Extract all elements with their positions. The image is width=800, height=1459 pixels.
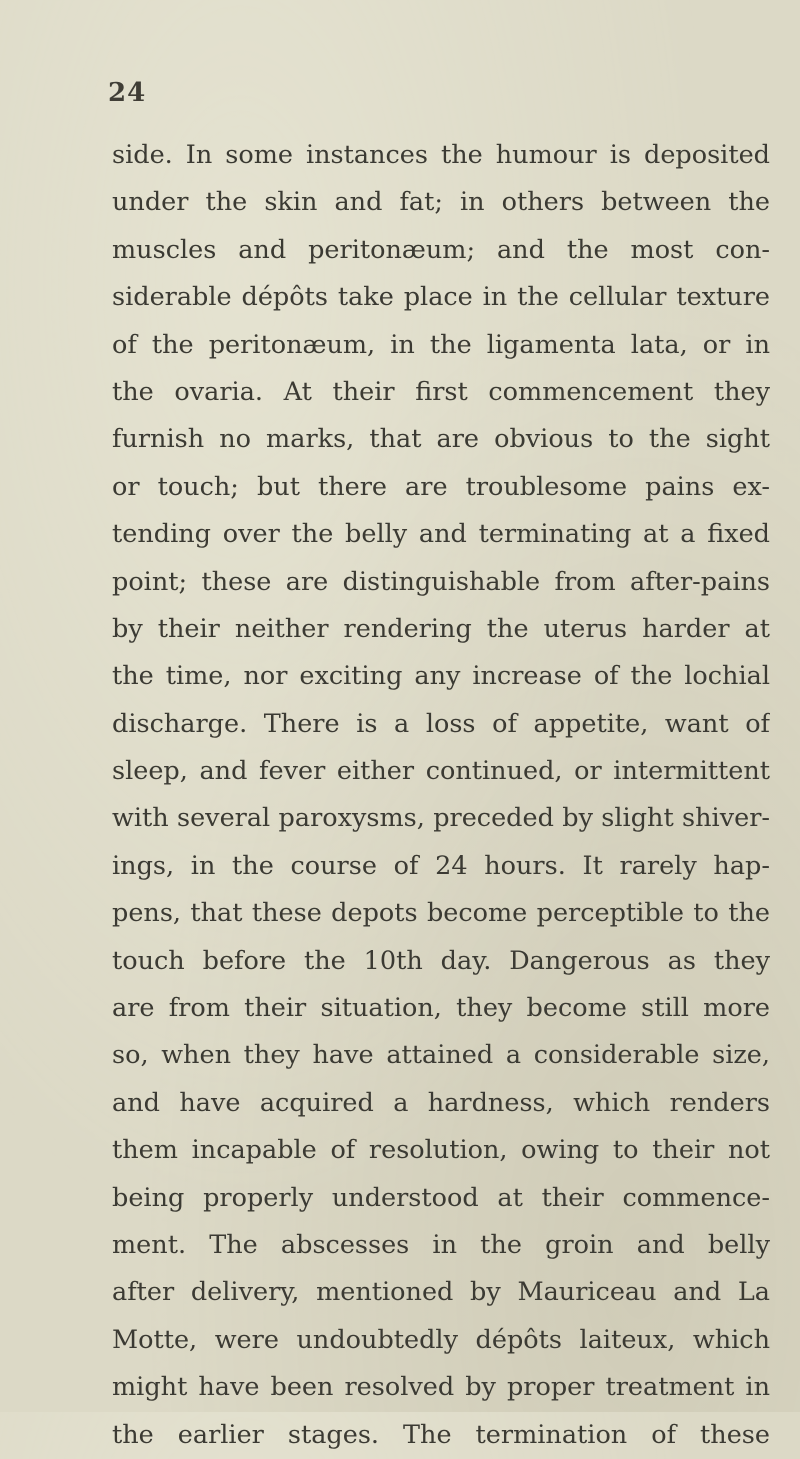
text-line: discharge. There is a loss of appetite, want of: [112, 708, 770, 739]
text-line: being properly understood at their commence-: [112, 1182, 770, 1213]
text-line: side. In some instances the humour is deposited: [112, 140, 770, 170]
text-line: touch before the 10th day. Dangerous as they: [112, 945, 770, 976]
text-line: are from their situation, they become still more: [112, 993, 770, 1024]
text-line: them incapable of resolution, owing to their not: [112, 1135, 770, 1166]
text-line: the ovaria. At their first commencement they: [112, 376, 770, 407]
text-line: by their neither rendering the uterus harder at: [112, 613, 770, 644]
text-line: might have been resolved by proper treatment in: [112, 1372, 770, 1403]
text-line: after delivery, mentioned by Mauriceau and La: [112, 1277, 770, 1308]
text-line: furnish no marks, that are obvious to the sight: [112, 424, 770, 455]
text-line: with several paroxysms, preceded by slight shiver-: [112, 803, 770, 834]
text-line: ings, in the course of 24 hours. It rarely hap-: [112, 850, 770, 881]
text-line: the earlier stages. The termination of these: [112, 1419, 770, 1450]
text-line: pens, that these depots become perceptible to the: [112, 898, 770, 929]
text-line: the time, nor exciting any increase of the lochial: [112, 661, 770, 692]
text-line: and have acquired a hardness, which renders: [112, 1087, 770, 1118]
body-text: [112, 132, 770, 1459]
text-line: so, when they have attained a considerable size,: [112, 1040, 770, 1071]
text-line: ment. The abscesses in the groin and belly: [112, 1229, 770, 1260]
text-line: under the skin and fat; in others between the: [112, 187, 770, 218]
text-line: point; these are distinguishable from after-pains: [112, 566, 770, 597]
text-line: Motte, were undoubtedly dépôts laiteux, which: [112, 1324, 770, 1355]
page-number: 24: [108, 78, 147, 108]
text-line: tending over the belly and terminating at a fixed: [112, 519, 770, 550]
text-line: of the peritonæum, in the ligamenta lata, or in: [112, 329, 770, 360]
text-line: siderable dépôts take place in the cellular texture: [112, 282, 770, 313]
text-line: muscles and peritonæum; and the most con-: [112, 234, 770, 265]
text-line: or touch; but there are troublesome pains ex-: [112, 471, 770, 502]
text-line: sleep, and fever either continued, or intermittent: [112, 756, 770, 787]
